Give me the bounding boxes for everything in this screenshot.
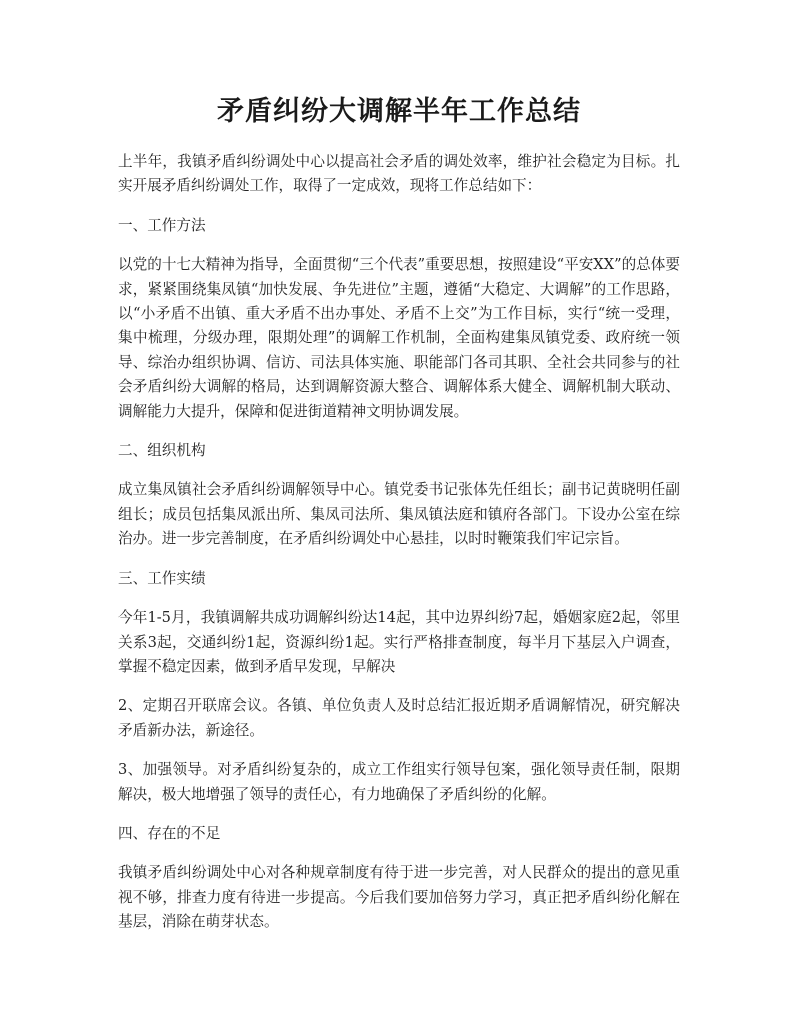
achievement-item-2: 2、定期召开联席会议。各镇、单位负责人及时总结汇报近期矛盾调解情况，研究解决矛盾新办法，新途径。 [118, 697, 680, 739]
section-body-shortcomings: 我镇矛盾纠纷调处中心对各种规章制度有待于进一步完善，对人民群众的提出的意见重视不够，排查力度有待进一步提高。今后我们要加倍努力学习，真正把矛盾纠纷化解在基层，消除在萌芽状态。 [118, 864, 680, 931]
achievement-item-3: 3、加强领导。对矛盾纠纷复杂的，成立工作组实行领导包案，强化领导责任制，限期解决，极大地增强了领导的责任心，有力地确保了矛盾纠纷的化解。 [118, 761, 680, 803]
section-body-methods: 以党的十七大精神为指导，全面贯彻“三个代表”重要思想，按照建设“平安XX”的总体要求，紧紧围绕集凤镇“加快发展、争先进位”主题，遵循“大稳定、大调解”的工作思路，以“小矛盾不出镇、重大矛盾不出办事处、矛盾不上交”为工作目标，实行“统一受理，集中梳理，分级办理，限期处理”的调解工作机制，全面构建集凤镇党委、政府统一领导、综治办组织协调、信访、司法具体实施、职能部门各司其职、全社会共同参与的社会矛盾纠纷大调解的格局，达到调解资源大整合、调解体系大健全、调解机制大联动、调解能力大提升，保障和促进街道精神文明协调发展。 [118, 256, 680, 420]
intro-paragraph: 上半年，我镇矛盾纠纷调处中心以提高社会矛盾的调处效率，维护社会稳定为目标。扎实开展矛盾纠纷调处工作，取得了一定成效，现将工作总结如下： [118, 153, 680, 195]
section-body-achievements: 今年1-5月，我镇调解共成功调解纠纷达14起，其中边界纠纷7起，婚姻家庭2起，邻里关系3起，交通纠纷1起，资源纠纷1起。实行严格排查制度，每半月下基层入户调查，掌握不稳定因素，做到矛盾早发现，早解决 [118, 609, 680, 675]
section-heading-organization: 二、组织机构 [118, 442, 206, 460]
document-page [118, 92, 680, 950]
document-title: 矛盾纠纷大调解半年工作总结 [217, 96, 581, 127]
section-body-organization: 成立集凤镇社会矛盾纠纷调解领导中心。镇党委书记张体先任组长；副书记黄晓明任副组长；成员包括集凤派出所、集凤司法所、集凤镇法庭和镇府各部门。下设办公室在综治办。进一步完善制度，在矛盾纠纷调处中心悬挂，以时时鞭策我们牢记宗旨。 [118, 481, 680, 548]
section-heading-shortcomings: 四、存在的不足 [118, 824, 221, 842]
section-heading-achievements: 三、工作实绩 [118, 569, 206, 587]
section-heading-methods: 一、工作方法 [118, 216, 206, 234]
